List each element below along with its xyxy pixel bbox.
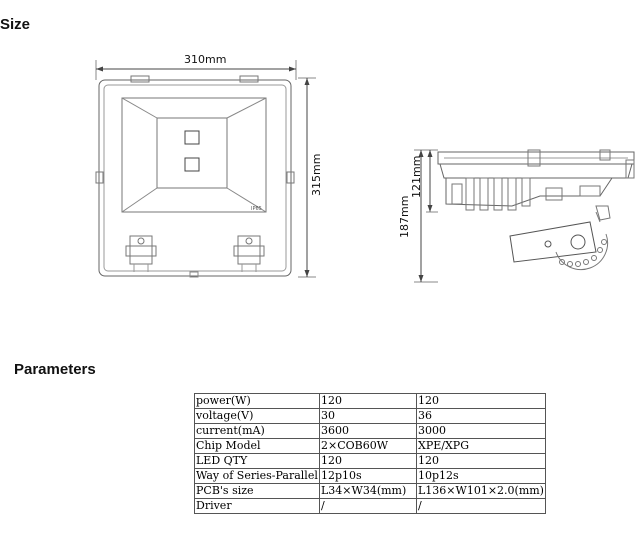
param-value-a: / [320, 499, 417, 514]
side-housing [438, 150, 634, 210]
param-value-b: 120 [417, 454, 546, 469]
param-name: LED QTY [195, 454, 320, 469]
param-value-b: / [417, 499, 546, 514]
param-name: Driver [195, 499, 320, 514]
param-value-b: 10p12s [417, 469, 546, 484]
param-name: current(mA) [195, 424, 320, 439]
ip-rating-marking: IP65 [251, 206, 262, 212]
param-value-b: 120 [417, 394, 546, 409]
param-value-a: L34×W34(mm) [320, 484, 417, 499]
front-housing-outer [99, 80, 291, 276]
front-bracket-right [234, 236, 264, 272]
param-value-a: 3600 [320, 424, 417, 439]
param-name: Chip Model [195, 439, 320, 454]
param-value-a: 2×COB60W [320, 439, 417, 454]
param-value-b: 36 [417, 409, 546, 424]
front-reflector [122, 98, 266, 212]
front-bracket-left [126, 236, 156, 272]
parameters-heading: Parameters [14, 361, 96, 378]
cob-chip-bottom [185, 158, 199, 171]
table-row [195, 424, 546, 439]
cob-chip-top [185, 131, 199, 144]
param-value-b: 3000 [417, 424, 546, 439]
size-heading: Size [0, 16, 31, 33]
table-row [195, 469, 546, 484]
table-row [195, 454, 546, 469]
param-name: power(W) [195, 394, 320, 409]
param-value-b: L136×W101×2.0(mm) [418, 484, 544, 497]
height-dimension-label: 315mm [310, 153, 323, 196]
table-row [195, 409, 546, 424]
param-value-a: 120 [320, 394, 417, 409]
param-value-a: 120 [320, 454, 417, 469]
param-name: PCB's size [195, 484, 320, 499]
param-name: voltage(V) [195, 409, 320, 424]
parameters-table [194, 393, 546, 514]
param-value-a: 12p10s [320, 469, 417, 484]
table-row [195, 394, 546, 409]
param-value-a: 30 [320, 409, 417, 424]
param-value-b: XPE/XPG [417, 439, 546, 454]
width-dimension-label: 310mm [184, 53, 227, 66]
side-height-dimension-label: 187mm [398, 195, 411, 238]
table-row [195, 484, 546, 499]
table-row [195, 499, 546, 514]
side-bracket [510, 206, 610, 270]
param-name: Way of Series-Parallel [196, 469, 318, 482]
table-row [195, 439, 546, 454]
side-inner-dimension-label: 121mm [410, 155, 423, 198]
